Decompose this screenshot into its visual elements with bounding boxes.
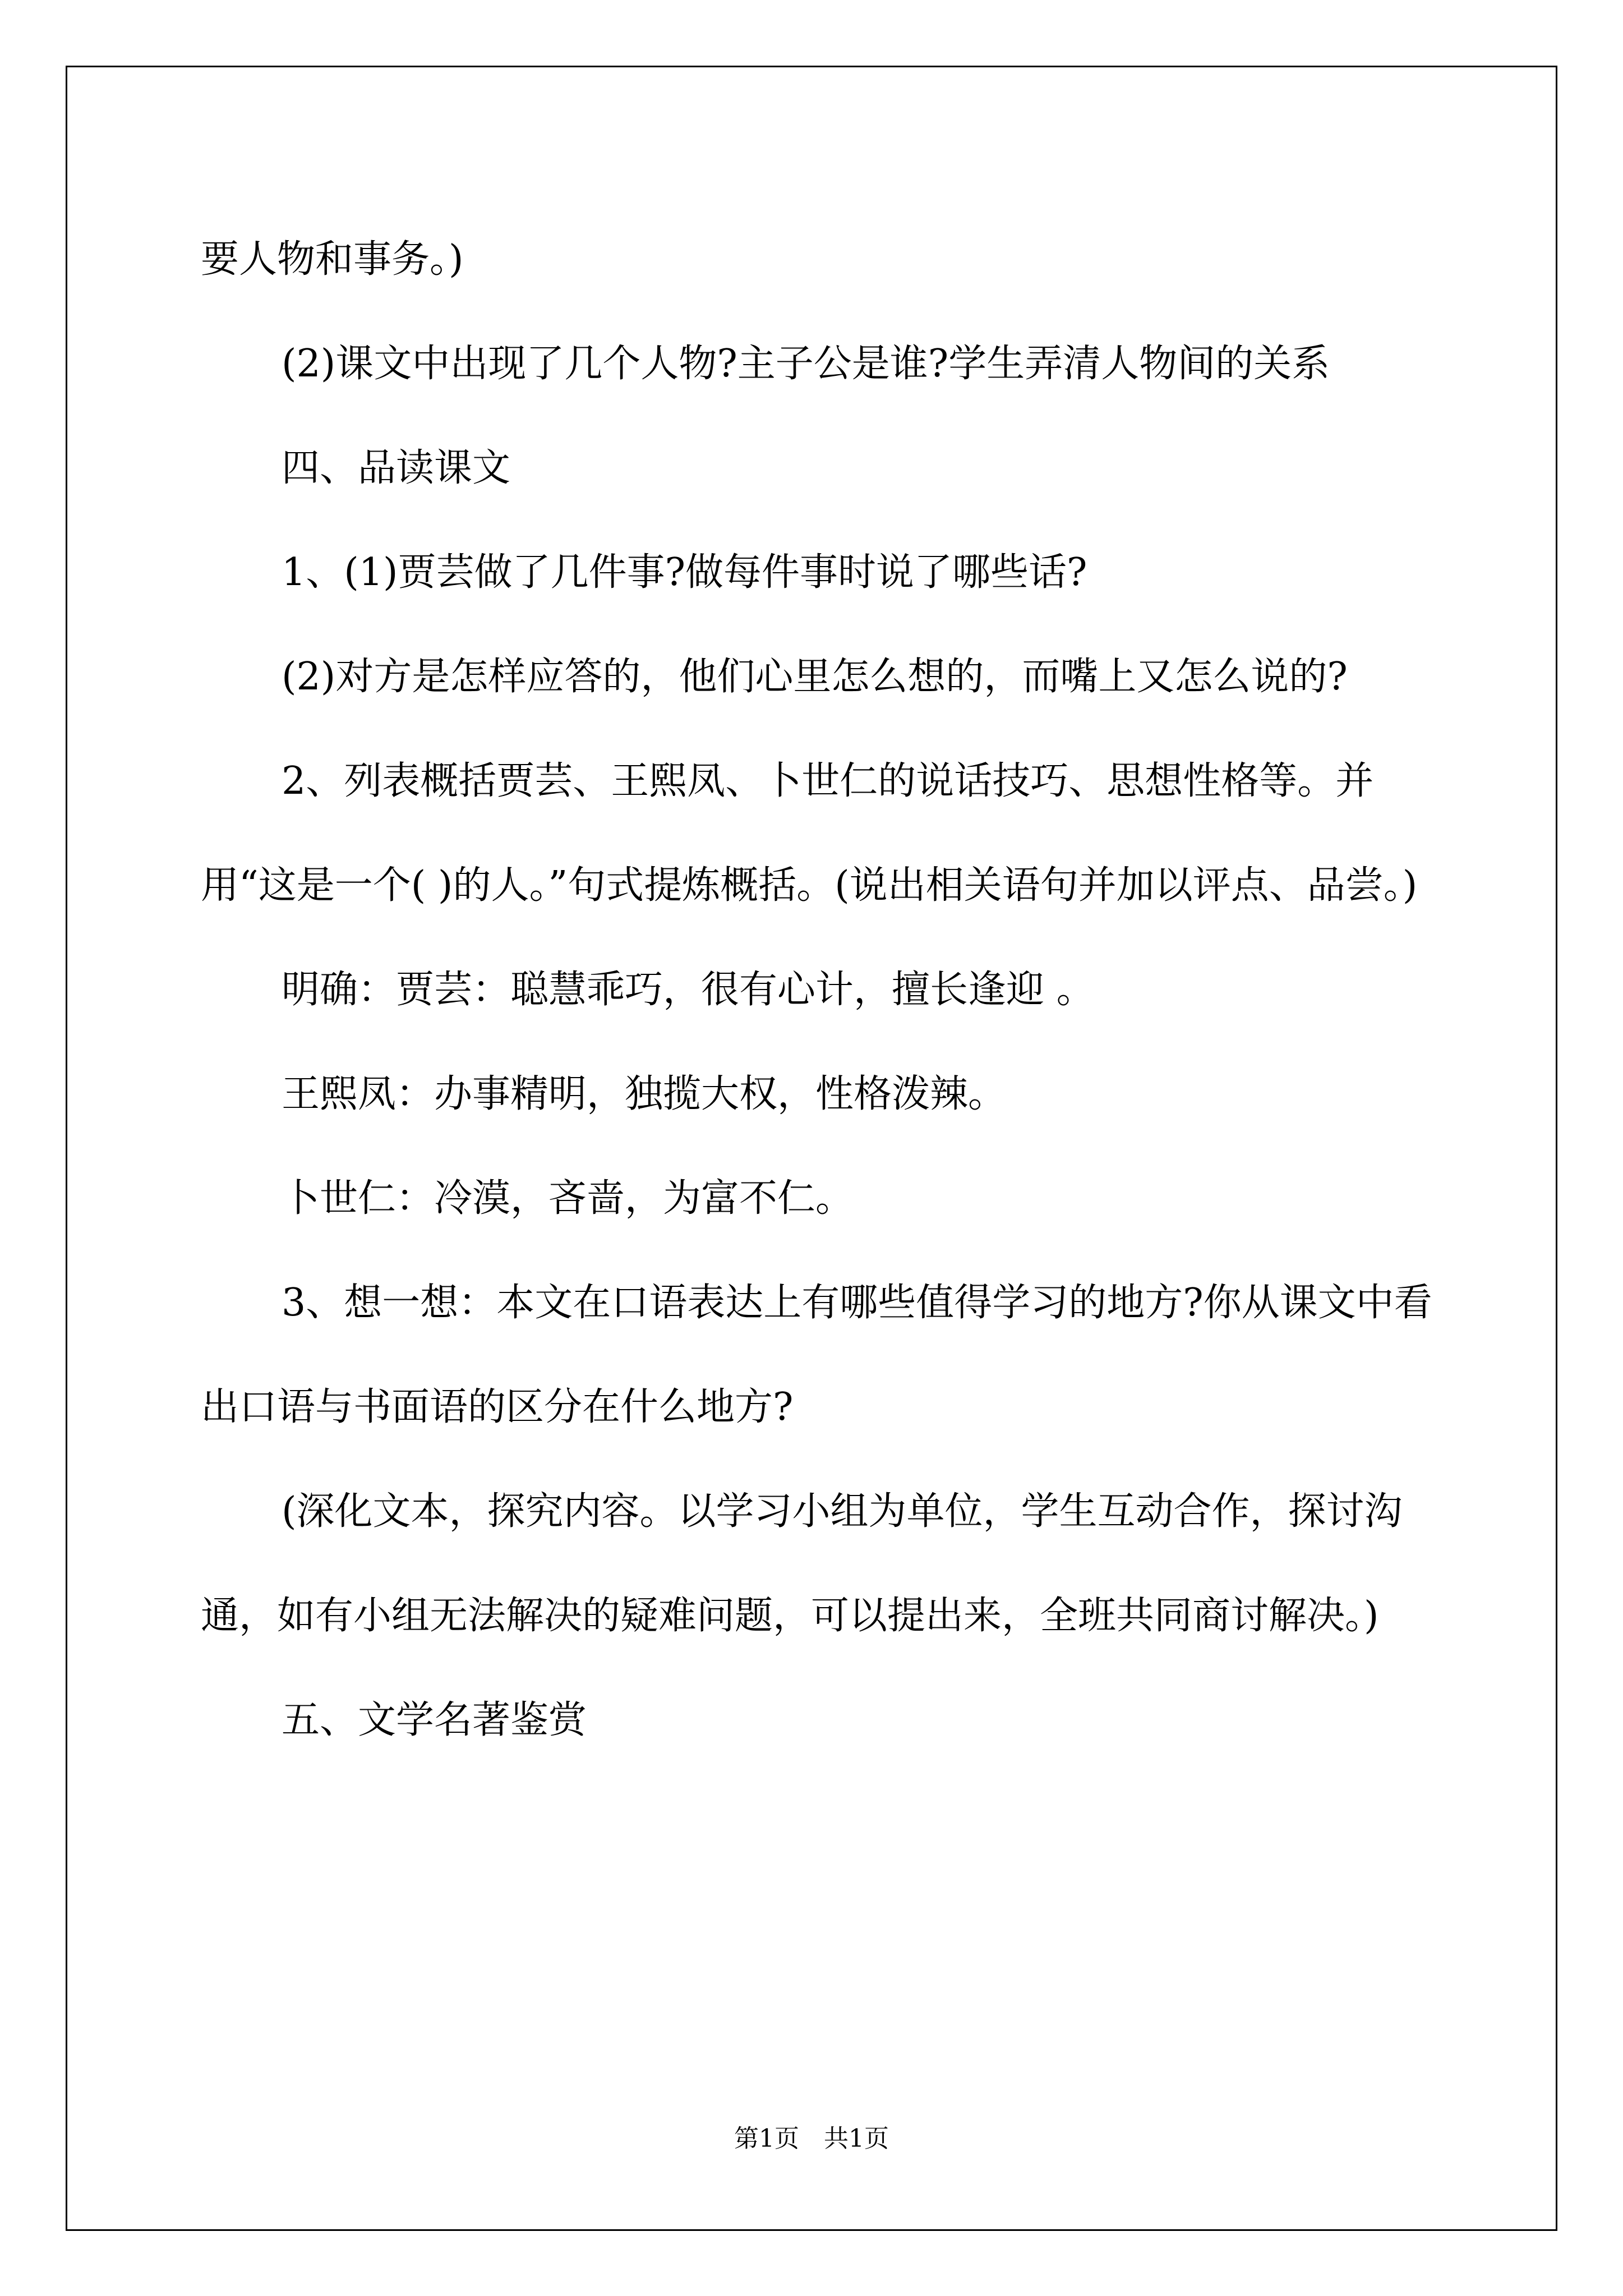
page-footer: 第1页 共1页: [734, 2124, 889, 2153]
paragraph-2: (2)课文中出现了几个人物?主子公是谁?学生弄清人物间的关系: [282, 342, 1330, 386]
paragraph-task-2: 2、列表概括贾芸、王熙凤、卜世仁的说话技巧、思想性格等。并用“这是一个( )的人。”句式提炼概括。(说出相关语句并加以评点、品尝。): [201, 759, 1418, 908]
section-heading-5: 五、文学名著鉴赏: [282, 1698, 587, 1742]
paragraph-task-3: 3、想一想：本文在口语表达上有哪些值得学习的地方?你从课文中看出口语与书面语的区分在什么地方?: [201, 1281, 1432, 1429]
paragraph-answer-jiayun: 明确：贾芸：聪慧乖巧，很有心计，擅长逢迎 。: [282, 968, 1095, 1012]
paragraph-answer-bushiren: 卜世仁：冷漠，吝啬，为富不仁。: [282, 1176, 854, 1221]
section-heading-4: 四、品读课文: [282, 446, 511, 490]
paragraph-1: 要人物和事务。): [201, 237, 464, 282]
paragraph-answer-wangxifeng: 王熙凤：办事精明，独揽大权，性格泼辣。: [282, 1072, 1007, 1116]
document-body: [201, 208, 1468, 1773]
paragraph-question-1: 1、(1)贾芸做了几件事?做每件事时说了哪些话?: [282, 550, 1087, 595]
paragraph-question-2: (2)对方是怎样应答的，他们心里怎么想的，而嘴上又怎么说的?: [282, 655, 1348, 699]
paragraph-note: (深化文本，探究内容。以学习小组为单位，学生互动合作，探讨沟通，如有小组无法解决的疑难问题，可以提出来，全班共同商讨解决。): [201, 1489, 1403, 1638]
